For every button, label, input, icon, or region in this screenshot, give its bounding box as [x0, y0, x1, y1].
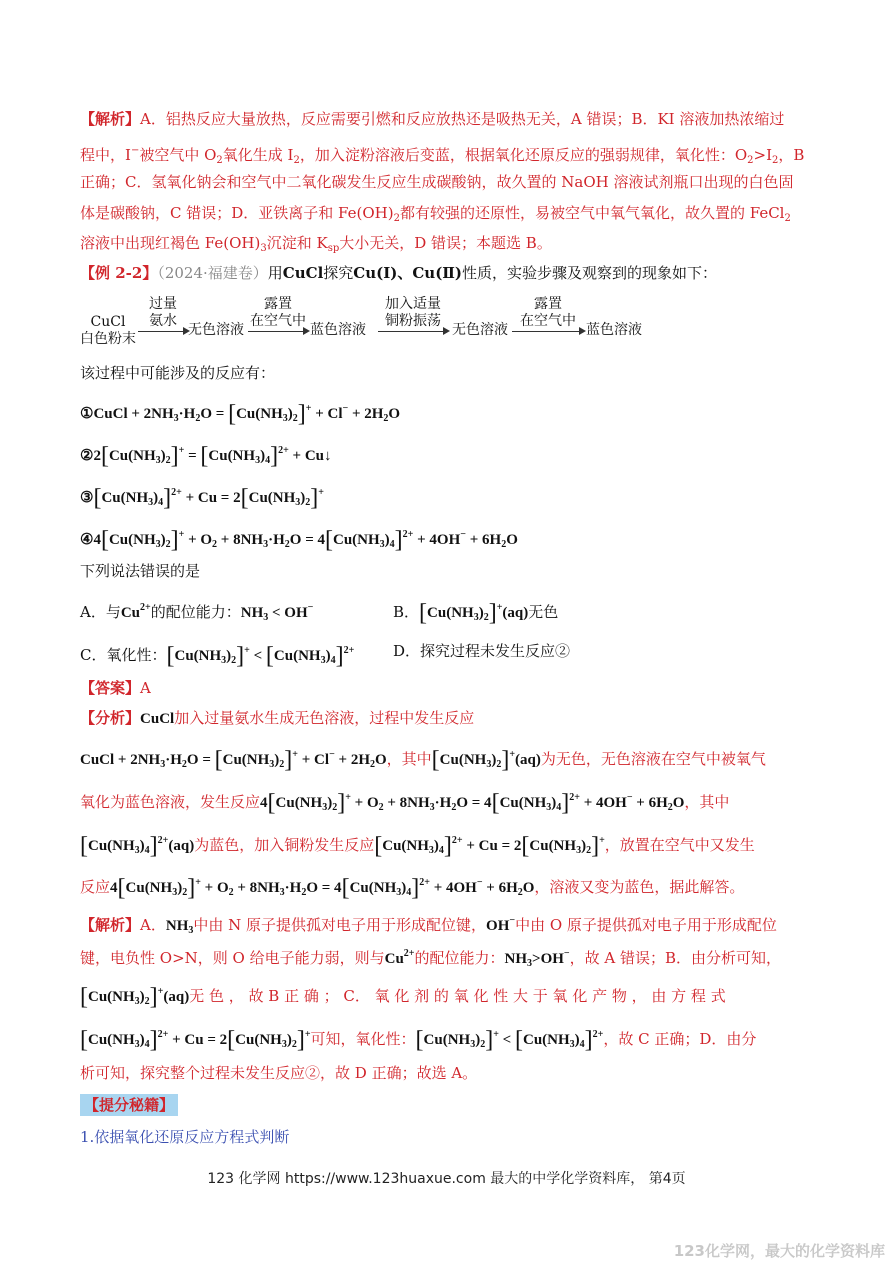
- option-b[interactable]: B．$[Cu(NH_3)_2]^+(aq)$无色: [393, 600, 559, 626]
- analysis2-line3: 氧化为蓝色溶液，发生反应$4[Cu(NH_3)_2]^+ + O_2 + 8NH_3\cdot H_2O = 4[Cu(NH_3)_4]^{2+} + 4OH^- + 6H_2O$，其中: [80, 790, 730, 816]
- analysis2-line2: CuCl + $2NH_3\cdot H_2O = [Cu(NH_3)_2]^+ + Cl^- + 2H_2O$，其中$[Cu(NH_3)_2]^+(aq)$为无色，无色溶液在空气中被氧气: [80, 747, 766, 773]
- analysis1-line1: 【解析】A．铝热反应大量放热，反应需要引燃和反应放热还是吸热无关，A 错误；B．KI 溶液加热浓缩过: [80, 110, 785, 128]
- analysis-tag: 【解析】: [80, 110, 141, 128]
- analysis2-line4: $[Cu(NH_3)_4]^{2+}(aq)$为蓝色，加入铜粉发生反应$[Cu(NH_3)_4]^{2+} + Cu = 2[Cu(NH_3)_2]^+$，放置在空气中又发生: [80, 833, 755, 859]
- analysis3-line2: 键，电负性 O>N，则 O 给电子能力弱，则与$Cu^{2+}$的配位能力：$NH_3>OH^-$，故 A 错误；B．由分析可知，: [80, 948, 782, 969]
- flow-node-2: 蓝色溶液: [310, 322, 366, 338]
- option-c[interactable]: C．氧化性：$[Cu(NH_3)_2]^+ < [Cu(NH_3)_4]^{2+}$: [80, 643, 355, 669]
- analysis2-line5: 反应$4[Cu(NH_3)_2]^+ + O_2 + 8NH_3\cdot H_2O = 4[Cu(NH_3)_4]^{2+} + 4OH^- + 6H_2O$，溶液又变为蓝色，据此解答。: [80, 875, 745, 901]
- question-stem: 下列说法错误的是: [80, 562, 201, 580]
- analysis1-line3: 正确；C．氢氧化钠会和空气中二氧化碳发生反应生成碳酸钠，故久置的 NaOH 溶液试剂瓶口出现的白色固: [80, 173, 794, 191]
- tips-item-1: 1.依据氧化还原反应方程式判断: [80, 1128, 290, 1146]
- analysis2-line1: 【分析】CuCl加入过量氨水生成无色溶液，过程中发生反应: [80, 709, 475, 727]
- example-header: 【例 2-2】（2024·福建卷）用CuCl探究Cu(Ⅰ)、Cu(Ⅱ)性质，实验步骤及观察到的现象如下：: [80, 264, 718, 282]
- reaction-4: $④4[Cu(NH_3)_2]^+ + O_2 + 8NH_3\cdot H_2O = 4[Cu(NH_3)_4]^{2+} + 4OH^- + 6H_2O$: [80, 527, 518, 553]
- tips-title: 【提分秘籍】: [80, 1094, 823, 1116]
- flow-node-1: 无色溶液: [188, 322, 244, 338]
- option-a[interactable]: A．与$Cu^{2+}$的配位能力：$NH_3 < OH^-$: [80, 602, 314, 623]
- analysis3-line1: 【解析】A．$NH_3$中由 N 原子提供孤对电子用于形成配位键，OH−中由 O 原子提供孤对电子用于形成配位: [80, 915, 777, 936]
- answer: 【答案】A: [80, 679, 151, 697]
- analysis3-line5: 析可知，探究整个过程未发生反应②，故 D 正确；故选 A。: [80, 1064, 478, 1082]
- reaction-3: $③[Cu(NH_3)_4]^{2+} + Cu = 2[Cu(NH_3)_2]^+$: [80, 485, 324, 511]
- flow-arrow-4: 露置 在空气中: [512, 296, 584, 332]
- flow-arrow-3: 加入适量 铜粉振荡: [378, 296, 448, 332]
- watermark: 123化学网，最大的化学资料库: [673, 1242, 885, 1260]
- option-d[interactable]: D．探究过程未发生反应②: [393, 642, 571, 660]
- analysis3-line3: $[Cu(NH_3)_2]^+(aq)$无 色 ， 故 B 正 确 ； C． 氧 化 剂 的 氧 化 性 大 于 氧 化 产 物 ， 由 方 程 式: [80, 984, 726, 1010]
- analysis1-line5: 溶液中出现红褐色 $Fe(OH)_3$沉淀和 $K_{sp}$大小无关，D 错误；本题选 B。: [80, 234, 552, 254]
- flow-arrow-1: 过量 氨水: [138, 296, 188, 332]
- flow-arrow-2: 露置 在空气中: [248, 296, 308, 332]
- page-footer: 123 化学网 https://www.123huaxue.com 最大的中学化学资料库， 第4页: [207, 1171, 686, 1187]
- reaction-1: ①CuCl + $2NH_3\cdot H_2O = [Cu(NH_3)_2]^+ + Cl^- + 2H_2O$: [80, 401, 401, 427]
- flow-node-4: 蓝色溶液: [586, 322, 642, 338]
- flow-start: CuCl 白色粉末: [80, 314, 136, 347]
- reactions-intro: 该过程中可能涉及的反应有：: [80, 364, 276, 382]
- analysis3-line4: $[Cu(NH_3)_4]^{2+} + Cu = 2[Cu(NH_3)_2]^+$可知，氧化性：$[Cu(NH_3)_2]^+ < [Cu(NH_3)_4]^{2+}$，故 C 正确；D．由分: [80, 1027, 757, 1053]
- analysis1-line2: 程中，I−被空气中 $O_2$氧化生成 $I_2$，加入淀粉溶液后变蓝，根据氧化还原反应的强弱规律，氧化性：$O_2>I_2$，B: [80, 145, 805, 166]
- analysis1-line4: 体是碳酸钠，C 错误；D．亚铁离子和 $Fe(OH)_2$都有较强的还原性，易被空气中氧气氧化，故久置的 FeCl$_2$: [80, 204, 791, 224]
- flow-diagram: [80, 296, 720, 346]
- reaction-2: $②2[Cu(NH_3)_2]^+ = [Cu(NH_3)_4]^{2+}$ + Cu↓: [80, 443, 332, 469]
- flow-node-3: 无色溶液: [452, 322, 508, 338]
